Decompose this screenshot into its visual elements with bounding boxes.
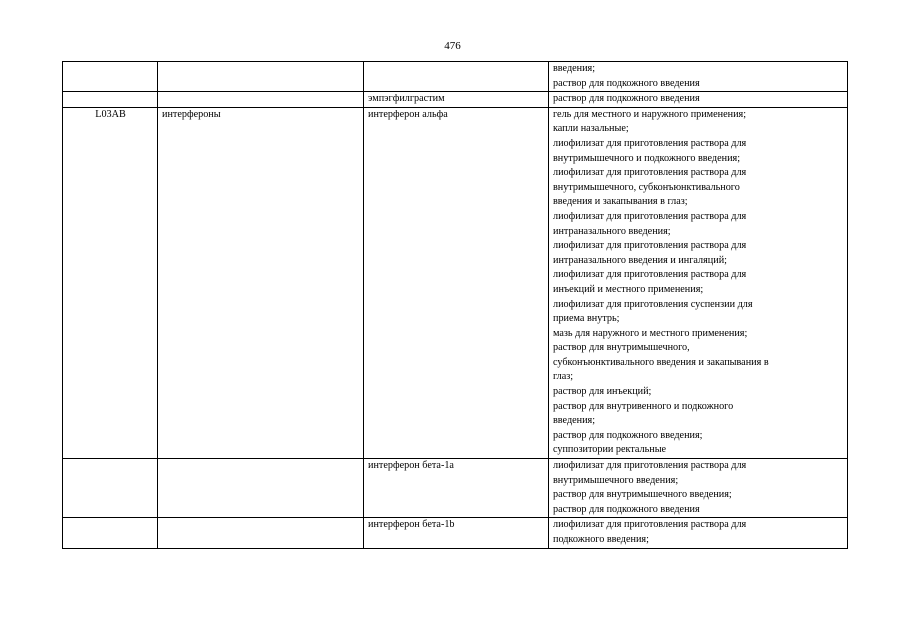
pharmacological-group-cell: [158, 92, 364, 108]
dosage-forms-cell: [549, 92, 848, 108]
atc-code-cell: [63, 62, 158, 92]
dosage-form-line: введения и закапывания в глаз;: [553, 196, 688, 208]
dosage-form-line: раствор для внутривенного и подкожного: [553, 400, 734, 412]
dosage-form-line: суппозитории ректальные: [553, 444, 667, 456]
dosage-forms-cell: [549, 107, 848, 458]
dosage-form-line: лиофилизат для приготовления раствора для: [553, 460, 747, 472]
dosage-form-line: введения;: [553, 63, 596, 74]
atc-code-cell: [63, 92, 158, 108]
dosage-forms-cell: [549, 518, 848, 548]
substance-name-cell: интерферон альфа: [364, 107, 549, 458]
dosage-form-line: внутримышечного и подкожного введения;: [553, 152, 741, 164]
dosage-form-line: приема внутрь;: [553, 313, 620, 325]
dosage-form-line: раствор для подкожного введения: [553, 77, 700, 89]
dosage-form-line: подкожного введения;: [553, 534, 649, 545]
dosage-form-line: введения;: [553, 415, 596, 427]
pharmacological-group-cell: [158, 459, 364, 518]
table-row: [63, 62, 848, 92]
table-row: [63, 518, 848, 548]
dosage-form-line: раствор для подкожного введения: [553, 503, 700, 515]
dosage-form-line: капли назальные;: [553, 123, 629, 135]
page-number: 476: [444, 40, 461, 52]
drug-table: [62, 61, 848, 549]
dosage-form-line: лиофилизат для приготовления раствора для: [553, 269, 747, 281]
dosage-form-line: глаз;: [553, 371, 574, 383]
dosage-form-line: лиофилизат для приготовления суспензии для: [553, 298, 753, 310]
dosage-form-line: раствор для инъекций;: [553, 386, 652, 398]
substance-name-cell: интерферон бета-1a: [364, 459, 549, 518]
dosage-form-line: субконъюнктивального введения и закапывания в: [553, 356, 769, 368]
dosage-form-line: интраназального введения;: [553, 225, 671, 237]
table-row: [63, 107, 848, 458]
dosage-form-line: лиофилизат для приготовления раствора для: [553, 167, 747, 179]
table-row: [63, 92, 848, 108]
table-body: [63, 62, 848, 549]
dosage-forms-cell: [549, 459, 848, 518]
dosage-form-line: лиофилизат для приготовления раствора для: [553, 210, 747, 222]
substance-name-cell: [364, 62, 549, 92]
dosage-form-line: раствор для внутримышечного,: [553, 342, 690, 354]
table-row: [63, 459, 848, 518]
dosage-form-line: раствор для подкожного введения;: [553, 429, 703, 441]
dosage-form-line: гель для местного и наружного применения;: [553, 108, 747, 120]
atc-code-cell: [63, 518, 158, 548]
dosage-form-line: инъекций и местного применения;: [553, 283, 704, 295]
substance-name-cell: эмпэгфилграстим: [364, 92, 549, 108]
dosage-form-line: раствор для подкожного введения: [553, 93, 700, 105]
dosage-form-line: интраназального введения и ингаляций;: [553, 254, 727, 266]
pharmacological-group-cell: [158, 62, 364, 92]
dosage-form-line: внутримышечного, субконъюнктивального: [553, 181, 740, 193]
pharmacological-group-cell: интерфероны: [158, 107, 364, 458]
dosage-form-line: лиофилизат для приготовления раствора для: [553, 240, 747, 252]
dosage-form-line: лиофилизат для приготовления раствора для: [553, 137, 747, 149]
dosage-form-line: мазь для наружного и местного применения;: [553, 327, 748, 339]
dosage-form-line: внутримышечного введения;: [553, 474, 679, 486]
atc-code-cell: L03AB: [63, 107, 158, 458]
substance-name-cell: интерферон бета-1b: [364, 518, 549, 548]
pharmacological-group-cell: [158, 518, 364, 548]
dosage-form-line: лиофилизат для приготовления раствора для: [553, 519, 747, 531]
dosage-forms-cell: [549, 62, 848, 92]
dosage-form-line: раствор для внутримышечного введения;: [553, 489, 732, 501]
atc-code-cell: [63, 459, 158, 518]
